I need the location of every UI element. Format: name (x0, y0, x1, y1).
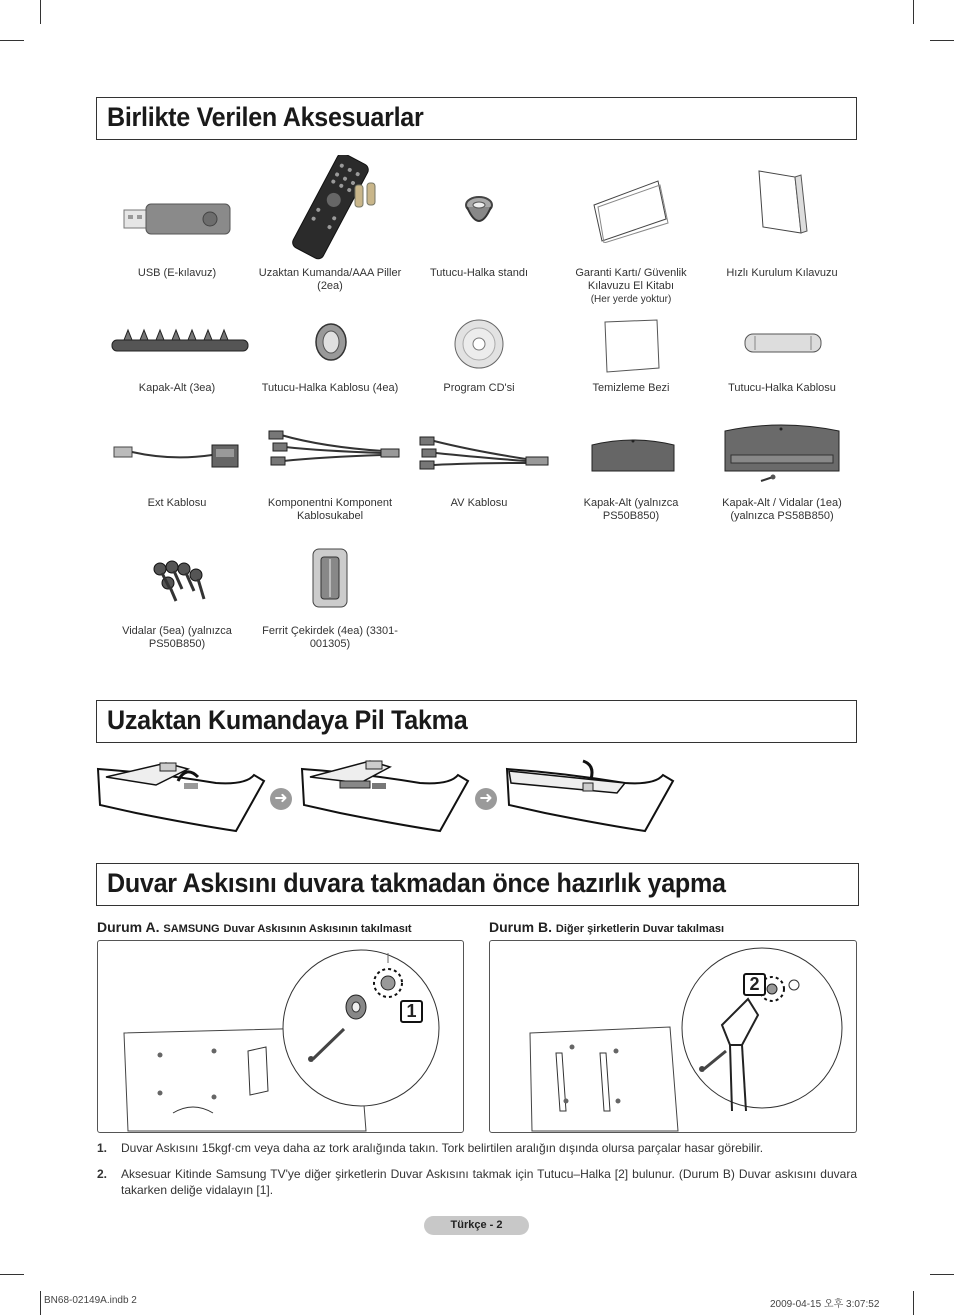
scart-cable-icon (112, 439, 242, 473)
crop-mark (930, 1274, 954, 1275)
accessory-cover-bottom-ps50 (556, 425, 706, 535)
accessory-label: Uzaktan Kumanda/AAA Piller (2ea) (258, 267, 402, 292)
accessory-sublabel: (Her yerde yoktur) (590, 294, 672, 305)
page-title: Birlikte Verilen Aksesuarlar (107, 102, 424, 132)
arrow-right-icon: ➜ (475, 788, 497, 810)
accessory-holder-ring-cable-4ea (255, 310, 405, 405)
crop-mark (913, 0, 914, 24)
tv-back-other-mount-illustration (490, 941, 856, 1132)
durum-a-desc: Duvar Askısının Askısının takılmasıt (223, 923, 412, 935)
note-text: Aksesuar Kitinde Samsung TV'ye diğer şirketlerin Duvar Askısını takmak için Tutucu–Halka [2] bulunur. (Durum B) Duvar askısını duvara takarken deliğe vidalayın [1]. (121, 1167, 857, 1197)
note-2 (97, 1166, 857, 1200)
accessory-label: Temizleme Bezi (592, 382, 670, 394)
note-text: Duvar Askısını 15kgf·cm veya daha az tork aralığında takın. Tork belirtilen aralığın dışında olursa parçalar hasar görebilir. (121, 1141, 764, 1155)
cable-wrap-icon (741, 330, 825, 356)
print-slug-file: BN68-02149A.indb 2 (44, 1295, 137, 1306)
note-number: 2. (97, 1167, 108, 1181)
accessory-ext-cable (102, 425, 252, 520)
crop-mark (0, 40, 24, 41)
wallmount-title-box (96, 863, 859, 906)
accessory-label: Kapak-Alt (yalnızca PS50B850) (583, 497, 679, 522)
note-number: 1. (97, 1141, 108, 1155)
battery-step-1-illustration (96, 755, 266, 833)
crop-mark (930, 40, 954, 41)
accessory-label: USB (E-kılavuz) (137, 267, 217, 279)
crop-mark (0, 1274, 24, 1275)
page-number-badge: Türkçe - 2 (424, 1216, 529, 1235)
accessory-component-cable (255, 425, 405, 520)
accessory-holder-ring-stand (404, 155, 554, 295)
screws-icon (150, 559, 210, 605)
crop-mark (40, 1291, 41, 1315)
accessory-cleaning-cloth (556, 310, 706, 405)
av-cable-icon (414, 429, 554, 473)
cloth-icon (601, 318, 661, 374)
durum-b-desc: Diğer şirketlerin Duvar takılması (555, 923, 725, 935)
ferrite-core-icon (307, 545, 353, 611)
battery-title-box (96, 700, 857, 743)
accessory-quick-guide (707, 155, 857, 295)
accessory-av-cable (404, 425, 554, 520)
section-title: Uzaktan Kumandaya Pil Takma (107, 705, 468, 735)
component-cable-icon (263, 427, 403, 471)
durum-b-panel (489, 940, 857, 1133)
accessory-label: Ferrit Çekirdek (4ea) (3301-001305) (262, 625, 398, 650)
note-1 (97, 1140, 857, 1156)
accessory-program-cd (404, 310, 554, 405)
battery-step-3-illustration (505, 755, 675, 833)
battery-step-2-illustration (300, 755, 470, 833)
cable-tie-icon (110, 326, 250, 356)
accessory-ferrite-core (255, 545, 405, 655)
accessory-label: AV Kablosu (450, 497, 508, 509)
accessory-usb (102, 155, 252, 295)
accessory-remote (255, 155, 405, 295)
holder-ring-icon (459, 193, 499, 229)
usb-drive-icon (122, 200, 232, 240)
accessory-label: Kapak-Alt / Vidalar (1ea) (yalnızca PS58B850) (722, 497, 842, 522)
tv-back-illustration (98, 941, 463, 1132)
cable-holder-ring-icon (313, 320, 349, 364)
accessory-label: Tutucu-Halka Kablosu (4ea) (261, 382, 399, 394)
accessory-label: Tutucu-Halka Kablosu (728, 382, 836, 394)
durum-b-heading (489, 919, 724, 935)
durum-a-label: Durum A. (97, 919, 160, 935)
durum-a-heading (97, 919, 412, 935)
accessory-label: Kapak-Alt (3ea) (138, 382, 216, 394)
print-slug-timestamp: 2009-04-15 오후 3:07:52 (770, 1299, 880, 1310)
accessory-label: Program CD'si (443, 382, 515, 394)
cd-icon (453, 318, 505, 370)
accessory-screws-5ea (102, 545, 252, 655)
accessories-title-box (96, 97, 857, 140)
durum-a-brand: SAMSUNG (163, 923, 220, 935)
accessory-cover-bottom-ps58 (707, 425, 857, 545)
step-number-2: 2 (749, 974, 760, 994)
remote-control-icon (275, 155, 390, 260)
stand-cover-screw-icon (721, 421, 843, 491)
booklet-icon (755, 167, 811, 237)
accessory-label: Garanti Kartı/ Güvenlik Kılavuzu El Kitabı (575, 267, 687, 292)
crop-mark (40, 0, 41, 24)
step-number-1: 1 (406, 1001, 417, 1021)
accessory-label: Hızlı Kurulum Kılavuzu (726, 267, 838, 279)
accessory-label: Tutucu-Halka standı (429, 267, 529, 279)
accessory-cover-bottom-3ea (102, 310, 252, 405)
document-icon (592, 177, 672, 243)
accessory-label: Ext Kablosu (147, 497, 207, 509)
durum-b-label: Durum B. (489, 919, 552, 935)
accessory-warranty-card (556, 155, 706, 305)
arrow-right-icon: ➜ (270, 788, 292, 810)
stand-cover-icon (588, 433, 678, 473)
section-title: Duvar Askısını duvara takmadan önce hazırlık yapma (107, 868, 726, 898)
accessory-holder-ring-cable (707, 310, 857, 405)
accessory-label: Komponentni Komponent Kablosukabel (267, 497, 393, 522)
accessory-label: Vidalar (5ea) (yalnızca PS50B850) (122, 625, 232, 650)
crop-mark (913, 1291, 914, 1315)
durum-a-panel (97, 940, 464, 1133)
